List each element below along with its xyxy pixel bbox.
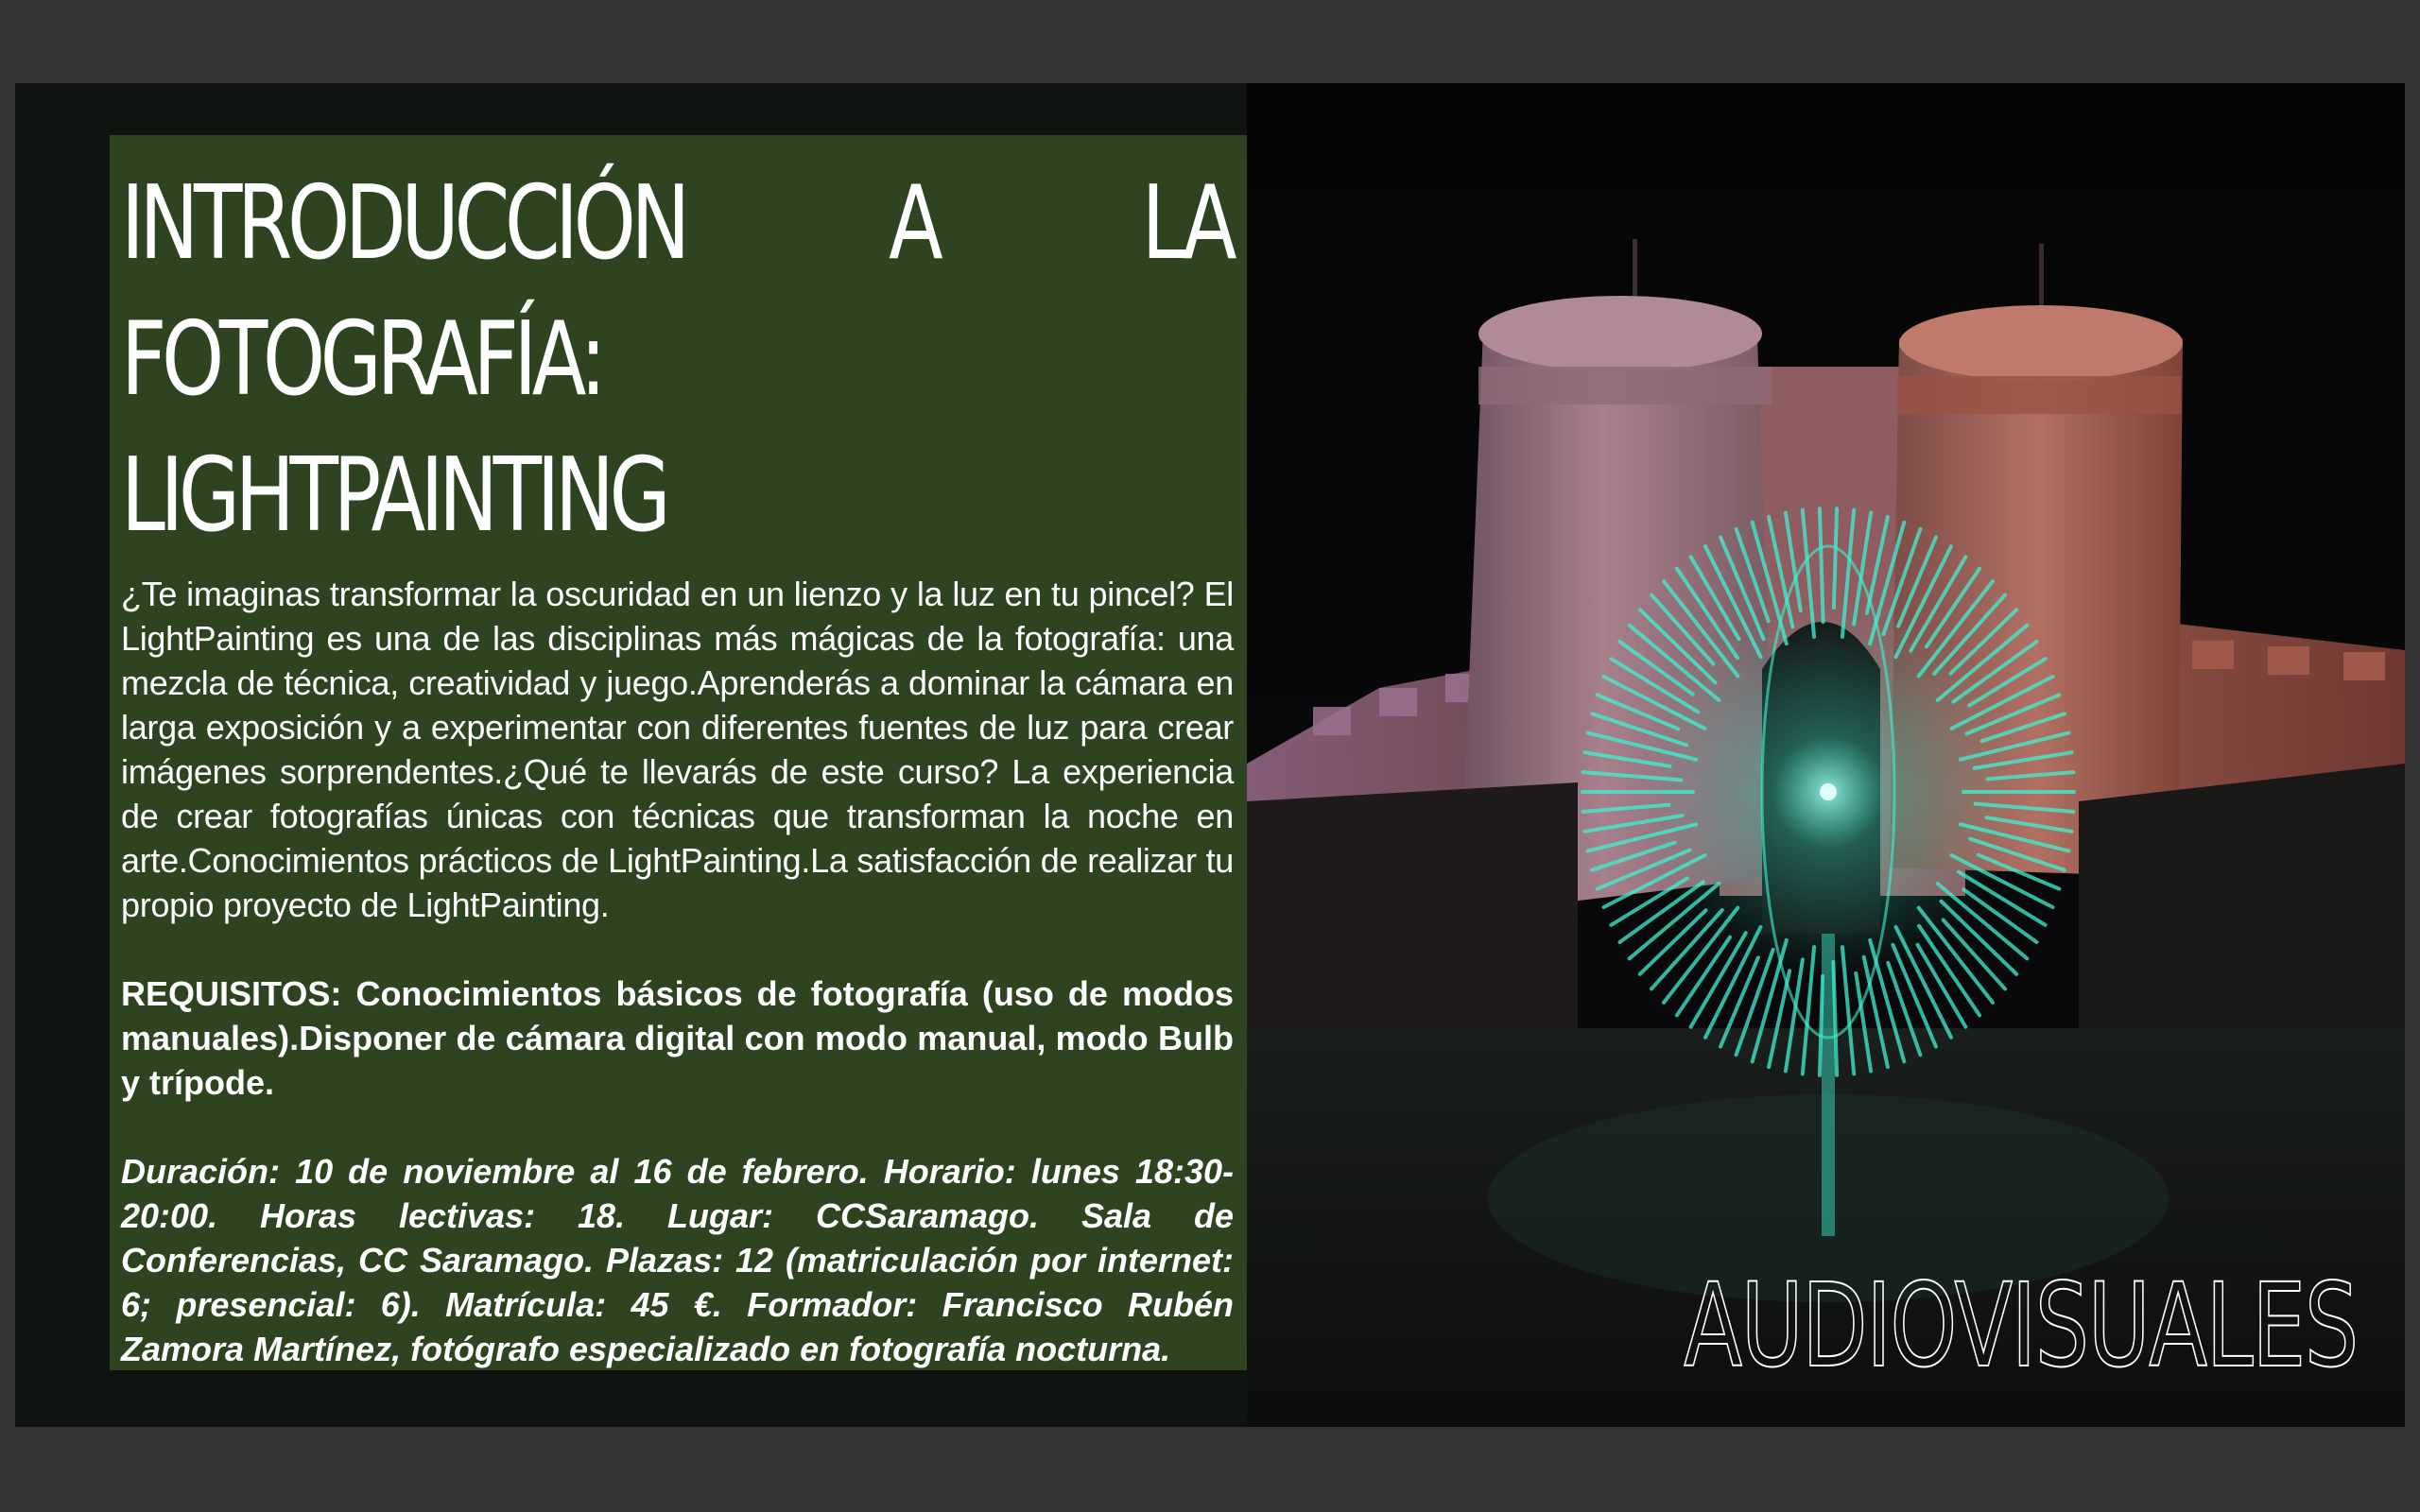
title-line-3: LIGHTPAINTING: [121, 437, 666, 555]
title-line-1: [121, 156, 1232, 292]
castle-lightpainting-photo: [1247, 83, 2405, 1427]
course-details: Duración: 10 de noviembre al 16 de febrero. Horario: lunes 18:30-20:00. Horas lectivas: 18. Lugar: CCSaramago. Sala de Conferencias, CC Saramago. Plazas: 12 (matriculación por internet: 6; presencial: 6). Matrícula: 45 €. Formador: Francisco Rubén Zamora Martínez, fotógrafo especializado en fotografía nocturna.: [121, 1152, 1234, 1368]
category-label: AUDIOVISUALES: [1684, 1259, 2358, 1393]
title-word: LA: [1141, 164, 1233, 283]
photo-illustration: [1247, 83, 2405, 1427]
course-requirements: REQUISITOS: Conocimientos básicos de fotografía (uso de modos manuales).Disponer de cámara digital con modo manual, modo Bulb y trípode.: [121, 974, 1234, 1102]
course-description: ¿Te imaginas transformar la oscuridad en un lienzo y la luz en tu pincel? El LightPainting es una de las disciplinas más mágicas de la fotografía: una mezcla de técnica, creatividad y juego.Aprenderás a dominar la cámara en larga exposición y a experimentar con diferentes fuentes de luz para crear imágenes sorprendentes.¿Qué te llevarás de este curso? La experiencia de crear fotografías únicas con técnicas que transforman la noche en arte.Conocimientos prácticos de LightPainting.La satisfacción de realizar tu propio proyecto de LightPainting.: [121, 575, 1234, 924]
title-word: A: [889, 164, 939, 283]
title-word: INTRODUCCIÓN: [121, 164, 685, 283]
slide: [15, 83, 2405, 1427]
title-line-2: FOTOGRAFÍA:: [121, 301, 602, 419]
text-panel: [110, 135, 1247, 1370]
course-title: [121, 135, 1232, 564]
